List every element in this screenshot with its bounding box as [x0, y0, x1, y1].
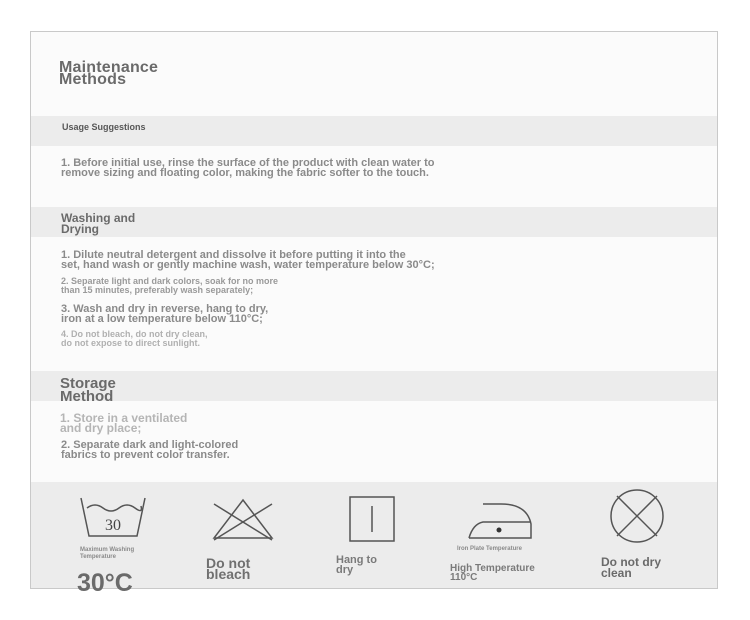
iron-one-dot-icon	[461, 494, 541, 544]
care-symbols-panel	[31, 482, 717, 597]
do-not-bleach-icon	[208, 494, 278, 544]
iron-caption: High Temperature 110°C	[450, 563, 535, 583]
usage-section-heading: Usage Suggestions	[62, 122, 146, 132]
washing-item-2: 2. Separate light and dark colors, soak for no more than 15 minutes, preferably wash separately;	[61, 276, 279, 295]
storage-section-heading: Storage Method	[60, 375, 116, 405]
wash-tub-number: 30	[105, 517, 121, 534]
dryclean-caption: Do not dry clean	[601, 555, 661, 580]
washing-item-3: 3. Wash and dry in reverse, hang to dry, iron at a low temperature below 110°C;	[61, 303, 269, 325]
wash-caption-small: Maximum Washing Temperature	[80, 547, 135, 560]
do-not-dry-clean-icon	[607, 486, 667, 546]
usage-item-1: 1. Before initial use, rinse the surface of the product with clean water to remove sizing and floating color, making the fabric softer to the touch.	[61, 157, 435, 179]
care-bleach	[206, 490, 296, 588]
hang-to-dry-icon	[347, 494, 397, 544]
iron-caption-small: Iron Plate Temperature	[457, 546, 522, 552]
washing-item-4: 4. Do not bleach, do not dry clean, do not expose to direct sunlight.	[61, 329, 208, 348]
hang-caption: Hang to dry	[336, 554, 377, 576]
page-title: Maintenance Methods	[59, 59, 159, 88]
care-dryclean	[599, 486, 699, 588]
storage-item-2: 2. Separate dark and light-colored fabrics to prevent color transfer.	[61, 439, 239, 461]
care-wash	[71, 490, 181, 597]
care-hang	[333, 490, 413, 588]
washing-section-heading: Washing and Drying	[61, 211, 136, 236]
wash-caption-temperature: 30°C	[77, 569, 133, 597]
maintenance-card	[30, 31, 718, 597]
storage-section-band	[31, 371, 717, 405]
wash-tub-30-icon	[75, 492, 155, 542]
care-iron	[449, 490, 569, 588]
storage-item-1: 1. Store in a ventilated and dry place;	[60, 411, 188, 435]
washing-item-1: 1. Dilute neutral detergent and dissolve it before putting it into the set, hand wash or gently machine wash, water temperature below 30°C;	[61, 249, 435, 271]
bleach-caption: Do not bleach	[206, 555, 251, 582]
